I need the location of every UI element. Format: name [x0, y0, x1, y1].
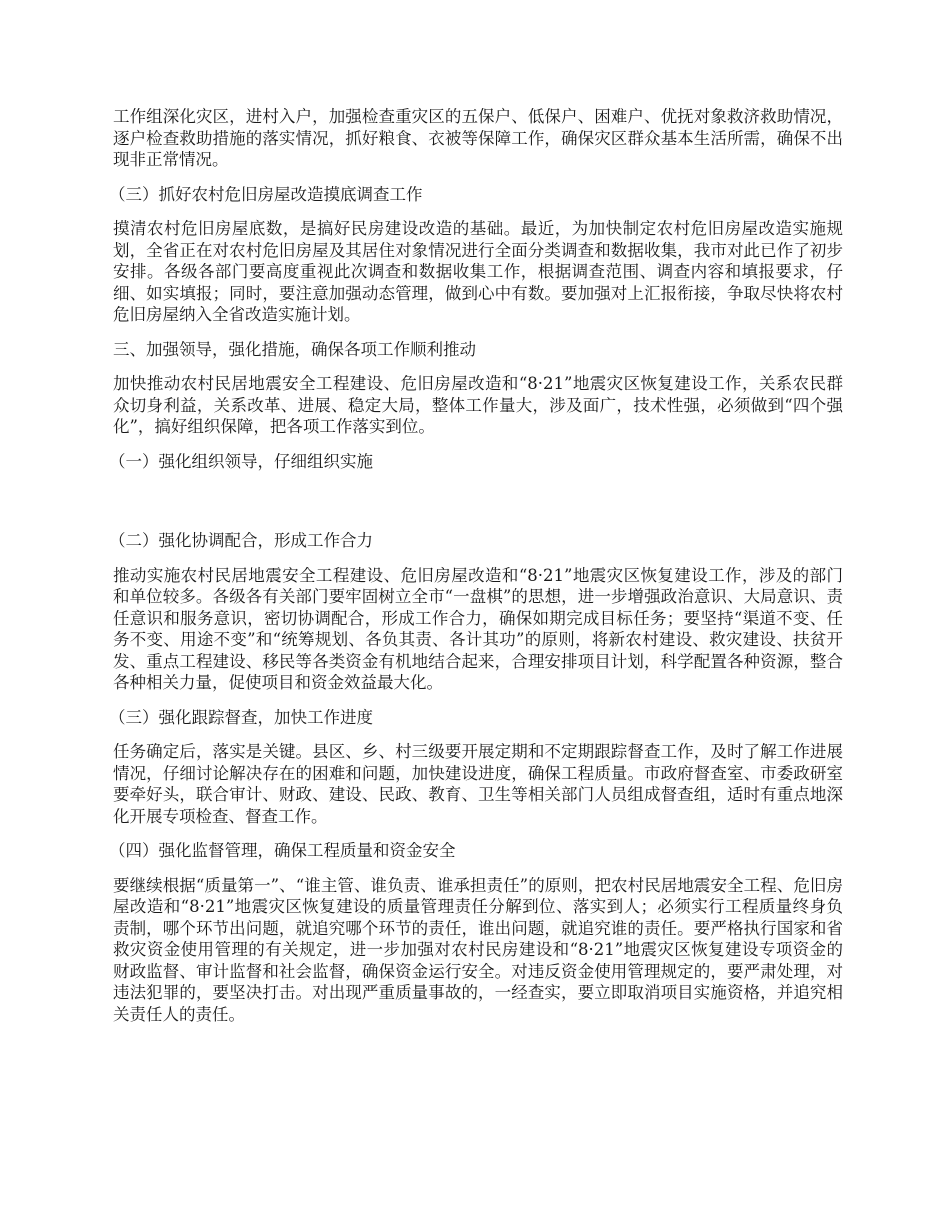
subheading-quality-funds: （四）强化监督管理，确保工程质量和资金安全	[109, 841, 456, 860]
paragraph-relief-inspection: 工作组深化灾区，进村入户，加强检查重灾区的五保户、低保户、困难户、优抚对象救济救助情况，逐户检查救助措施的落实情况，抓好粮食、衣被等保障工作，确保灾区群众基本生活所需，确保不出现非正常情况。	[113, 107, 843, 169]
document-body	[109, 106, 843, 1038]
paragraph-housing-survey: 摸清农村危旧房屋底数，是搞好民房建设改造的基础。最近，为加快制定农村危旧房屋改造实施规划，全省正在对农村危旧房屋及其居住对象情况进行全面分类调查和数据收集，我市对此已作了初步安排。各级各部门要高度重视此次调查和数据收集工作，根据调查范围、调查内容和填报要求，仔细、如实填报；同时，要注意加强动态管理，做到心中有数。要加强对上汇报衔接，争取尽快将农村危旧房屋纳入全省改造实施计划。	[113, 219, 843, 324]
subheading-housing-survey: （三）抓好农村危旧房屋改造摸底调查工作	[109, 184, 423, 204]
subheading-coordination: （二）强化协调配合，形成工作合力	[109, 531, 373, 550]
paragraph-coordination: 推动实施农村民居地震安全工程建设、危旧房屋改造和“8·21”地震灾区恢复建设工作，涉及的部门和单位较多。各级各有关部门要牢固树立全市“一盘棋”的思想，进一步增强政治意识、大局意识、责任意识和服务意识，密切协调配合，形成工作合力，确保如期完成目标任务；要坚持“渠道不变、任务不变、用途不变”和“统筹规划、各负其责、各计其功”的原则，将新农村建设、救灾建设、扶贫开发、重点工程建设、移民等各类资金有机地结合起来，合理安排项目计划，科学配置各种资源，整合各种相关力量，促使项目和资金效益最大化。	[113, 565, 843, 692]
subheading-organization: （一）强化组织领导，仔细组织实施	[109, 451, 373, 471]
paragraph-quality-funds: 要继续根据“质量第一”、“谁主管、谁负责、谁承担责任”的原则，把农村民居地震安全工程、危旧房屋改造和“8·21”地震灾区恢复建设的质量管理责任分解到位、落实到人；必须实行工程质量终身负责制，哪个环节出问题，就追究哪个环节的责任，谁出问题，就追究谁的责任。要严格执行国家和省救灾资金使用管理的有关规定，进一步加强对农村民房建设和“8·21”地震灾区恢复建设专项资金的财政监督、审计监督和社会监督，确保资金运行安全。对违反资金使用管理规定的，要严肃处理，对违法犯罪的，要坚决打击。对出现严重质量事故的，一经查实，要立即取消项目实施资格，并追究相关责任人的责任。	[113, 875, 843, 1024]
section-heading-leadership: 三、加强领导，强化措施，确保各项工作顺利推动	[113, 339, 476, 359]
blank-gap	[113, 485, 843, 530]
paragraph-four-strengthen: 加快推动农村民居地震安全工程建设、危旧房屋改造和“8·21”地震灾区恢复建设工作，关系农民群众切身利益，关系改革、进展、稳定大局，整体工作量大，涉及面广，技术性强，必须做到“四个强化”，搞好组织保障，把各项工作落实到位。	[113, 374, 843, 436]
subheading-supervision: （三）强化跟踪督查，加快工作进度	[109, 707, 373, 727]
paragraph-supervision: 任务确定后，落实是关键。县区、乡、村三级要开展定期和不定期跟踪督查工作，及时了解工作进展情况，仔细讨论解决存在的困难和问题，加快建设进度，确保工程质量。市政府督查室、市委政研室要牵好头，联合审计、财政、建设、民政、教育、卫生等相关部门人员组成督查组，适时有重点地深化开展专项检查、督查工作。	[113, 742, 843, 826]
